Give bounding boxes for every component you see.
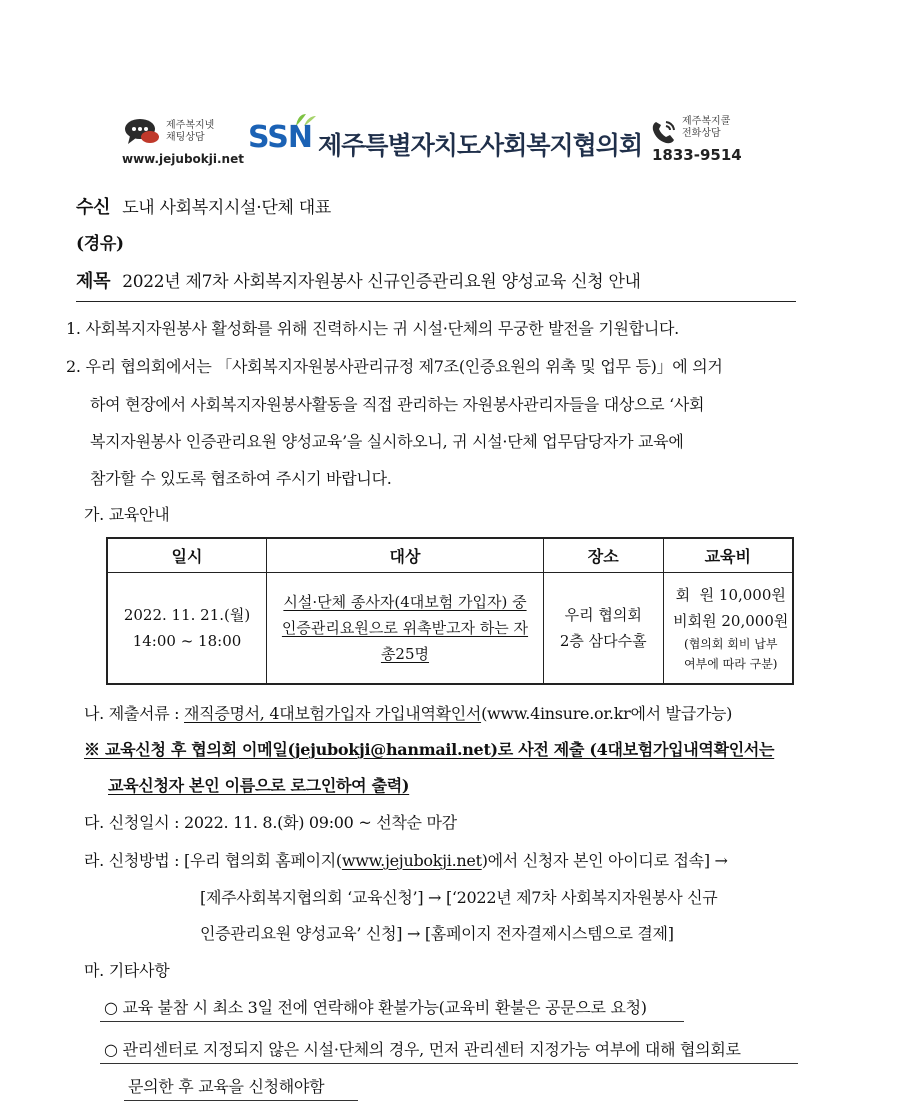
paragraph-2-line-1: 2. 우리 협의회에서는 「사회복지자원봉사관리규정 제7조(인증요원의 위촉 및 업무 등)」에 의거: [66, 357, 723, 376]
paragraph-2-line-2: 하여 현장에서 사회복지자원봉사활동을 직접 관리하는 자원봉사관리자들을 대상으로 ‘사회: [90, 395, 705, 414]
subject-label: 제목: [76, 271, 111, 292]
cell-fee: 회 원 10,000원 비회원 20,000원 (협의회 회비 납부 여부에 따라 구분): [663, 572, 793, 684]
section-ra-line-3: 인증관리요원 양성교육’ 신청] → [홈페이지 전자결제시스템으로 결제]: [200, 924, 674, 943]
section-da: 다. 신청일시 : 2022. 11. 8.(화) 09:00 ~ 선착순 마감: [84, 813, 457, 832]
chat-consult-logo: [120, 116, 244, 166]
table-header-place: 장소: [543, 538, 663, 572]
cell-target: 시설·단체 종사자(4대보험 가입자) 중 인증관리요원으로 위촉받고자 하는 자 총25명: [267, 572, 544, 684]
section-ga: 가. 교육안내: [84, 505, 170, 524]
cell-place: 우리 협의회 2층 삼다수홀: [543, 572, 663, 684]
ssn-logo: SSN: [248, 120, 312, 155]
chat-label: 제주복지넷 채팅상담: [166, 120, 215, 143]
required-docs: 재직증명서, 4대보험가입자 가입내역확인서: [184, 704, 482, 723]
etc-item-2-line-2: 문의한 후 교육을 신청해야함: [128, 1077, 325, 1096]
paragraph-1: 1. 사회복지자원봉사 활성화를 위해 진력하시는 귀 시설·단체의 무궁한 발전을 기원합니다.: [66, 319, 679, 338]
call-label: 제주복지콜 전화상담: [682, 116, 731, 139]
chat-bubble-icon: [124, 118, 160, 146]
phone-icon: [650, 118, 678, 146]
recipient-row: [76, 198, 331, 218]
subject-divider: [76, 301, 796, 302]
notice-line-1: ※ 교육신청 후 협의회 이메일(jejubokji@hanmail.net)로 사전 제출 (4대보험가입내역확인서는: [84, 740, 775, 759]
paragraph-2-line-4: 참가할 수 있도록 협조하여 주시기 바랍니다.: [90, 469, 392, 488]
call-number[interactable]: 1833-9514: [652, 146, 742, 164]
table-header-date: 일시: [107, 538, 267, 572]
subject-row: [76, 272, 641, 292]
recipient-label: 수신: [76, 197, 111, 218]
notice-line-2: 교육신청자 본인 이름으로 로그인하여 출력): [108, 776, 410, 795]
section-na: 나. 제출서류 : 재직증명서, 4대보험가입자 가입내역확인서(www.4insure.or.kr에서 발급가능): [84, 704, 733, 723]
etc-item-2-line-2-underline: [124, 1100, 358, 1101]
section-ra-line-2: [제주사회복지협의회 ‘교육신청’] → [‘2022년 제7차 사회복지자원봉사 신규: [200, 888, 718, 907]
call-consult-logo: [650, 116, 770, 166]
homepage-link[interactable]: www.jejubokji.net: [341, 851, 482, 870]
etc-item-2-line-1: ○ 관리센터로 지정되지 않은 시설·단체의 경우, 먼저 관리센터 지정가능 여부에 대해 협의회로: [104, 1040, 741, 1059]
via-row: (경유): [76, 234, 124, 254]
etc-item-2-underline: [100, 1063, 798, 1064]
table-header-target: 대상: [267, 538, 544, 572]
org-name: 제주특별자치도사회복지협의회: [318, 131, 643, 160]
chat-url[interactable]: www.jejubokji.net: [122, 152, 244, 166]
table-header-fee: 교육비: [663, 538, 793, 572]
education-table: [106, 537, 794, 685]
paragraph-2-line-3: 복지자원봉사 인증관리요원 양성교육’을 실시하오니, 귀 시설·단체 업무담당자가 교육에: [90, 432, 684, 451]
table-header-row: [107, 538, 793, 572]
subject-value: 2022년 제7차 사회복지자원봉사 신규인증관리요원 양성교육 신청 안내: [122, 272, 641, 292]
section-ra-line-1: 라. 신청방법 : [우리 협의회 홈페이지(www.jejubokji.net)에서 신청자 본인 아이디로 접속] →: [84, 851, 728, 870]
cell-date: 2022. 11. 21.(월) 14:00 ~ 18:00: [107, 572, 267, 684]
letterhead: [120, 112, 760, 168]
etc-item-1: ○ 교육 불참 시 최소 3일 전에 연락해야 환불가능(교육비 환불은 공문으로 요청): [104, 998, 647, 1017]
recipient-value: 도내 사회복지시설·단체 대표: [122, 198, 331, 218]
table-row: [107, 572, 793, 684]
section-ma: 마. 기타사항: [84, 961, 170, 980]
etc-item-1-underline: [100, 1021, 684, 1022]
